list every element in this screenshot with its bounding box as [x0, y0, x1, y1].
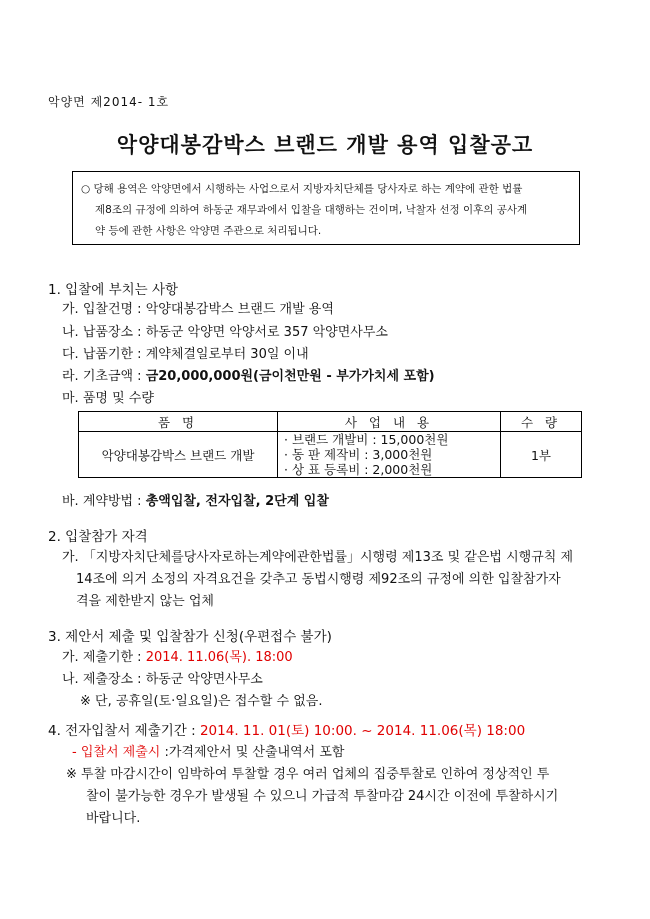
header-name: 품 명: [79, 412, 278, 432]
section4-heading: [48, 719, 525, 739]
notice-line-3: 약 등에 관한 사항은 악양면 주관으로 처리됩니다.: [95, 225, 322, 237]
section3-heading: 3. 제안서 제출 및 입찰참가 신청(우편접수 불가): [48, 629, 332, 645]
table-header-row: [79, 412, 582, 432]
detail-line-2: · 동 판 제작비 : 3,000천원: [284, 447, 433, 462]
product-quantity-item: 마. 품명 및 수량: [62, 391, 154, 406]
bid-note-line-2: 찰이 불가능한 경우가 발생될 수 있으니 가급적 투찰마감 24시간 이전에 투찰하시기: [86, 789, 559, 804]
notice-box: [72, 171, 580, 245]
base-amount-value: 금20,000,000원(금이천만원 - 부가가치세 포함): [145, 369, 435, 384]
product-name-cell: 악양대봉감박스 브랜드 개발: [79, 432, 278, 478]
holiday-note: ※ 단, 공휴일(토·일요일)은 접수할 수 없음.: [80, 694, 323, 709]
header-qty: 수 량: [501, 412, 582, 432]
bid-submission-note: [72, 741, 344, 760]
document-number: 악양면 제2014- 1호: [48, 95, 170, 109]
delivery-place-item: 나. 납품장소 : 하동군 악양면 악양서로 357 악양면사무소: [62, 325, 388, 340]
business-content-cell: [278, 432, 501, 478]
qualification-line-3: 격을 제한받지 않는 업체: [76, 594, 214, 609]
base-amount-label: 라. 기초금액 :: [62, 369, 146, 384]
bid-submission-label: - 입찰서 제출시: [72, 745, 161, 760]
table-row: [79, 432, 582, 478]
notice-line-2: 제8조의 규정에 의하여 하동군 재무과에서 입찰을 대행하는 건이며, 낙찰자 선정 이후의 공사계: [95, 204, 528, 216]
contract-method-value: 총액입찰, 전자입찰, 2단계 입찰: [145, 494, 329, 509]
delivery-deadline-item: 다. 납품기한 : 계약체결일로부터 30일 이내: [62, 347, 309, 362]
bid-title-item: 가. 입찰건명 : 악양대봉감박스 브랜드 개발 용역: [62, 302, 334, 317]
contract-method-label: 바. 계약방법 :: [62, 494, 146, 509]
product-table: [78, 411, 582, 478]
header-content: 사 업 내 용: [278, 412, 501, 432]
submission-deadline-label: 가. 제출기한 :: [62, 650, 146, 665]
detail-line-3: · 상 표 등록비 : 2,000천원: [284, 462, 433, 477]
qualification-line-2: 14조에 의거 소정의 자격요건을 갖추고 동법시행령 제92조의 규정에 의한 입찰참가자: [76, 572, 561, 587]
bid-note-line-3: 바랍니다.: [86, 811, 141, 826]
e-bid-period-value: 2014. 11. 01(토) 10:00. ~ 2014. 11.06(목) 18:00: [199, 723, 526, 739]
contract-method-item: [62, 490, 329, 509]
submission-deadline-item: [62, 646, 293, 665]
section2-heading: 2. 입찰참가 자격: [48, 529, 148, 545]
bid-note-line-1: ※ 투찰 마감시간이 임박하여 투찰할 경우 여러 업체의 집중투찰로 인하여 정상적인 투: [66, 767, 550, 782]
qualification-line-1: 가. 「지방자치단체를당사자로하는계약에관한법률」시행령 제13조 및 같은법 시행규칙 제: [62, 550, 573, 565]
section4-heading-label: 4. 전자입찰서 제출기간 :: [48, 723, 200, 739]
notice-line-1: ○ 당해 용역은 악양면에서 시행하는 사업으로서 지방자치단체를 당사자로 하는 계약에 관한 법률: [81, 183, 523, 195]
quantity-cell: 1부: [501, 432, 582, 478]
submission-deadline-value: 2014. 11.06(목). 18:00: [145, 650, 293, 665]
submission-place-item: 나. 제출장소 : 하동군 악양면사무소: [62, 672, 263, 687]
base-amount-item: [62, 365, 435, 384]
detail-line-1: · 브랜드 개발비 : 15,000천원: [284, 432, 449, 447]
section1-heading: 1. 입찰에 부치는 사항: [48, 282, 179, 298]
bid-submission-detail: :가격제안서 및 산출내역서 포함: [160, 745, 345, 760]
page-title: 악양대봉감박스 브랜드 개발 용역 입찰공고: [116, 133, 534, 157]
